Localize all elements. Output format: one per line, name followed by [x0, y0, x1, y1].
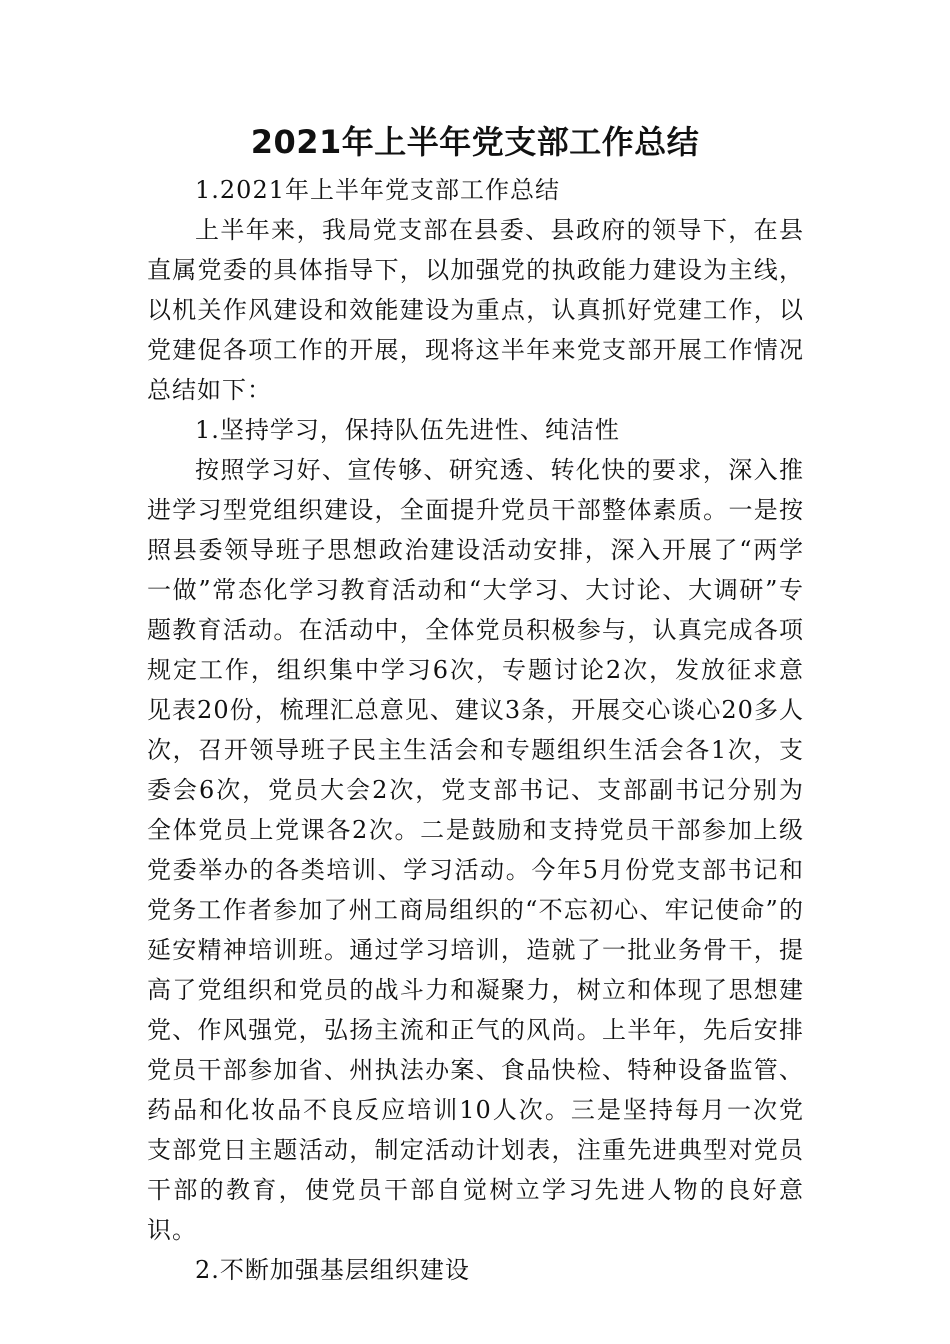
section-heading: 1.2021年上半年党支部工作总结 — [195, 176, 560, 204]
section-heading: 1.坚持学习，保持队伍先进性、纯洁性 — [195, 416, 620, 444]
body-paragraph: 按照学习好、宣传够、研究透、转化快的要求，深入推进学习型党组织建设，全面提升党员干部整体素质。一是按照县委领导班子思想政治建设活动安排，深入开展了“两学一做”常态化学习教育活动和“大学习、大讨论、大调研”专题教育活动。在活动中，全体党员积极参与，认真完成各项规定工作，组织集中学习6次，专题讨论2次，发放征求意见表20份，梳理汇总意见、建议3条，开展交心谈心20多人次，召开领导班子民主生活会和专题组织生活会各1次，支委会6次，党员大会2次，党支部书记、支部副书记分别为全体党员上党课各2次。二是鼓励和支持党员干部参加上级党委举办的各类培训、学习活动。今年5月份党支部书记和党务工作者参加了州工商局组织的“不忘初心、牢记使命”的延安精神培训班。通过学习培训，造就了一批业务骨干，提高了党组织和党员的战斗力和凝聚力，树立和体现了思想建党、作风强党，弘扬主流和正气的风尚。上半年，先后安排党员干部参加省、州执法办案、食品快检、特种设备监管、药品和化妆品不良反应培训10人次。三是坚持每月一次党支部党日主题活动，制定活动计划表，注重先进典型对党员干部的教育，使党员干部自觉树立学习先进人物的良好意识。 — [147, 456, 804, 1244]
document-body — [147, 170, 804, 1290]
section-heading: 2.不断加强基层组织建设 — [195, 1256, 470, 1284]
intro-paragraph: 上半年来，我局党支部在县委、县政府的领导下，在县直属党委的具体指导下，以加强党的执政能力建设为主线，以机关作风建设和效能建设为重点，认真抓好党建工作，以党建促各项工作的开展，现将这半年来党支部开展工作情况总结如下： — [147, 216, 804, 404]
document-title: 2021年上半年党支部工作总结 — [250, 123, 700, 161]
